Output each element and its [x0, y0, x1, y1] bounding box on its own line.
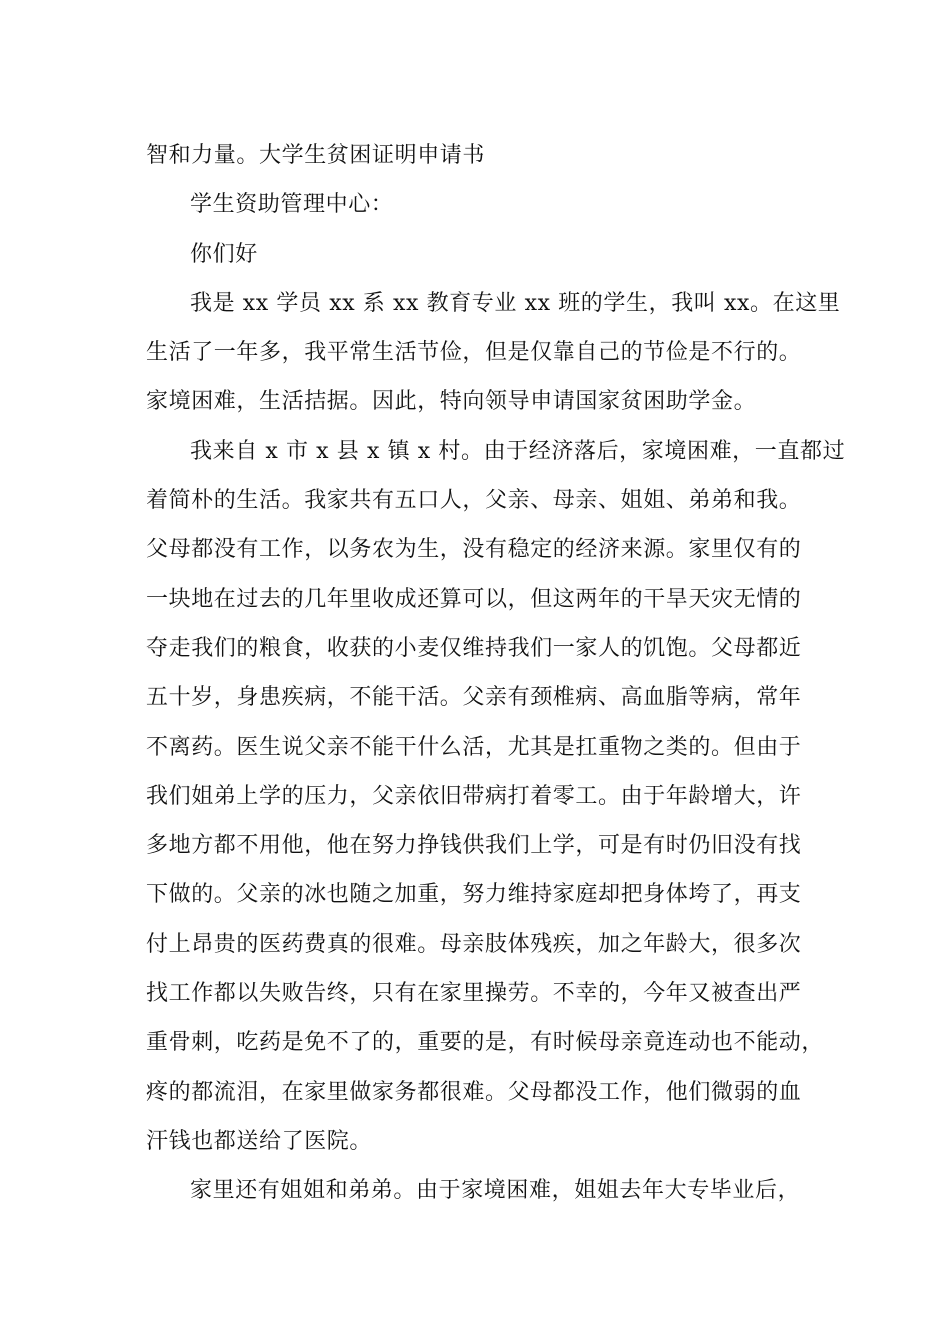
text-line: 不离药。医生说父亲不能干什么活，尤其是扛重物之类的。但由于: [146, 734, 802, 760]
text-line: 重骨刺，吃药是免不了的，重要的是，有时候母亲竟连动也不能动，: [146, 1030, 825, 1056]
text-line: 五十岁，身患疾病，不能干活。父亲有颈椎病、高血脂等病，常年: [146, 685, 802, 711]
text-line: 生活了一年多，我平常生活节俭，但是仅靠自己的节俭是不行的。: [146, 340, 802, 366]
text-line: 汗钱也都送给了医院。: [146, 1128, 373, 1154]
text-line: 父母都没有工作，以务农为生，没有稳定的经济来源。家里仅有的: [146, 537, 802, 563]
text-line: 着简朴的生活。我家共有五口人，父亲、母亲、姐姐、弟弟和我。: [146, 488, 802, 514]
text-line: 学生资助管理中心：: [190, 192, 394, 218]
text-line: 找工作都以失败告终，只有在家里操劳。不幸的，今年又被查出严: [146, 981, 802, 1007]
text-line: 我来自 x 市 x 县 x 镇 x 村。由于经济落后，家境困难，一直都过: [190, 438, 846, 464]
text-line: 家境困难，生活拮据。因此，特向领导申请国家贫困助学金。: [146, 389, 757, 415]
text-line: 你们好: [190, 241, 258, 267]
text-line: 下做的。父亲的冰也随之加重，努力维持家庭却把身体垮了，再支: [146, 882, 802, 908]
text-line: 疼的都流泪，在家里做家务都很难。父母都没工作，他们微弱的血: [146, 1079, 802, 1105]
text-line: 一块地在过去的几年里收成还算可以，但这两年的干旱天灾无情的: [146, 586, 802, 612]
text-line: 我是 xx 学员 xx 系 xx 教育专业 xx 班的学生，我叫 xx。在这里: [190, 290, 841, 316]
text-line: 付上昂贵的医药费真的很难。母亲肢体残疾，加之年龄大，很多次: [146, 931, 802, 957]
text-line: 多地方都不用他，他在努力挣钱供我们上学，可是有时仍旧没有找: [146, 833, 802, 859]
text-line: 智和力量。大学生贫困证明申请书: [146, 143, 486, 168]
document-body: [146, 131, 950, 1216]
text-line: 夺走我们的粮食，收获的小麦仅维持我们一家人的饥饱。父母都近: [146, 635, 802, 661]
text-line: 我们姐弟上学的压力，父亲依旧带病打着零工。由于年龄增大，许: [146, 783, 802, 809]
text-line: 家里还有姐姐和弟弟。由于家境困难，姐姐去年大专毕业后，: [190, 1178, 801, 1204]
